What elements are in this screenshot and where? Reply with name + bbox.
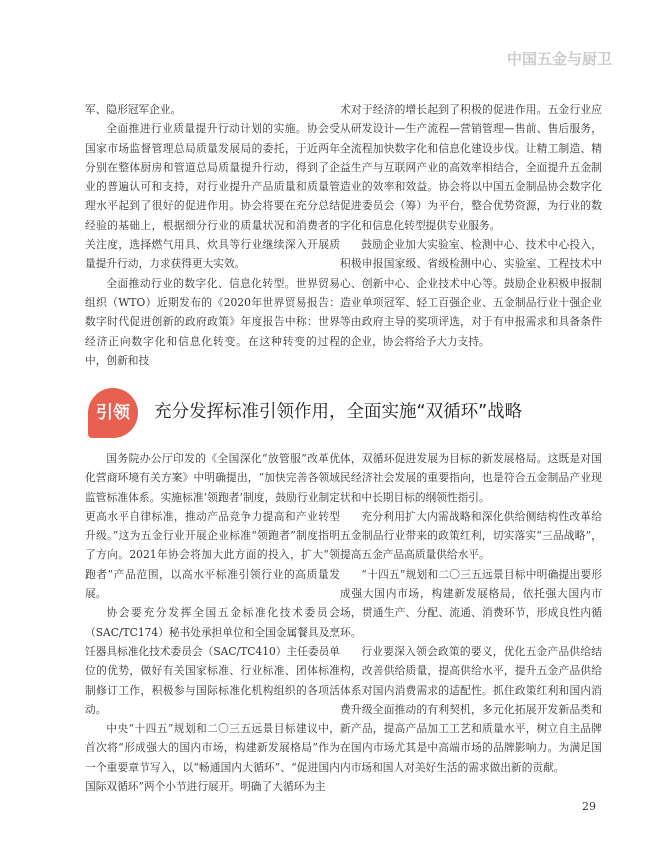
paragraph: 行业要深入领会政策的要义，优化五金产品供给结构，改善供给质量，提高供给水平，提升五金产品供给体系对国内消费需求的适配性。抓住政策红利和国内消费升级全面推动的有利契机，多元化拓展开发新品类和新产品，提高产品加工工艺和质量水平，树立自主品牌在国内市场尤其是中高端市场的品牌影响力。为满足国内市场和国人对美好生活的需求做出新的贡献。 (340, 644, 602, 774)
paragraph: 术对于经济的增长起到了积极的促进作用。五金行业应从研发设计—生产流程—营销管理—售前、售后服务，全流程加快数字化和信息化建设步伐。让精工制造、精益生产与互联网产业的高效率相结合，全面提升五金制造业的效率和效益。协会将以中国五金制品协会数字化促进委员会（筹）为平台，整合优势资源，为行业的数字化和信息化转型提供专业服务。 (340, 103, 602, 232)
paragraph: 鼓励企业加大实验室、检测中心、技术中心投入，积极申报国家级、省级检测中心、实验室、工程技术中心、创新中心、企业技术中心等。鼓励企业积极申报制造业单项冠军、轻工百强企业、五金制品行业十强企业等由政府主导的奖项评选，对于有申报需求和具备条件的企业，协会将给予大力支持。 (340, 238, 602, 348)
section-badge: 引领 (88, 388, 138, 438)
column-top-right (340, 100, 602, 351)
column-bottom-right (340, 449, 602, 777)
page-number: 29 (582, 800, 596, 813)
column-top-left (85, 100, 340, 370)
paragraph: 全面推进行业质量提升行动计划的实施。协会受国家市场监督管理总局质量发展局的委托，于近两年分别在整体厨房和管道总局质量提升行动，得到了企业的普遍认可和支持，对行业提升产品质量和质量管理水平起到了很好的促进作用。协会将要在充分总结经验的基础上，根据细分行业的质量状况和消费者的关注度，选择燃气用具、炊具等行业继续深入开展质量提升行动，力求获得更大实效。 (85, 122, 340, 271)
paragraph: 体，双循环促进发展为目标的新发展格局。这既是对国民经济社会发展的重要指向，也是符合五金制品产业现状和中长期目标的纲领性指引。 (340, 452, 602, 504)
paragraph: 中央“十四五”规划和二〇三五远景目标建议中，首次将“形成强大的国内市场，构建新发展格局”作为一个重要章节写入，以“畅通国内大循环”、“促进国内国际双循环”两个小节进行展开。明确了大循环为主 (85, 722, 340, 794)
paragraph: 国务院办公厅印发的《全国深化“放管服”改革优化营商环境有关方案》中明确提出，“加快完善各领域监管标准体系。实施标准‘领跑者’制度，鼓励行业制定更高水平自律标准，推动产品竞争力提高和产业转型升级。”这为五金行业开展企业标准“领跑者”制度指明了方向。2021年协会将加大此方面的投入，扩大“领跑者”产品范围，以高水平标准引领行业的高质量发展。 (85, 452, 340, 601)
column-bottom-left (85, 449, 340, 796)
paragraph: 军、隐形冠军企业。 (85, 103, 182, 116)
paragraph: “十四五”规划和二〇三五远景目标中明确提出要形成强大国内市场，构建新发展格局，依托强大国内市场，贯通生产、分配、流通、消费环节，形成良性内循环。 (340, 567, 602, 639)
paragraph: 协会要充分发挥全国五金标准化技术委员会（SAC/TC174）秘书处承担单位和全国金属餐具及烹饪器具标准化技术委员会（SAC/TC410）主任委员单位的优势，做好有关国家标准、行业标准、团体标准制修订工作，积极参与国际标准化机构组织的各项活动。 (85, 606, 340, 716)
section-banner (88, 388, 608, 438)
paragraph: 充分利用扩大内需战略和深化供给侧结构性改革给五金制品行业带来的政策红利，切实落实“三品战略”，提高五金产品高质量供给水平。 (340, 509, 602, 562)
brand-logo-text: 中国五金与厨卫 (506, 50, 612, 68)
section-title: 充分发挥标准引领作用，全面实施“双循环”战略 (154, 402, 523, 422)
paragraph: 全面推动行业的数字化、信息化转型。世界贸易组织（WTO）近期发布的《2020年世界贸易报告：数字时代促进创新的政府政策》年度报告中称：世界经济正向数字化和信息化转变。在这种转变的过程中，创新和技 (85, 276, 340, 367)
